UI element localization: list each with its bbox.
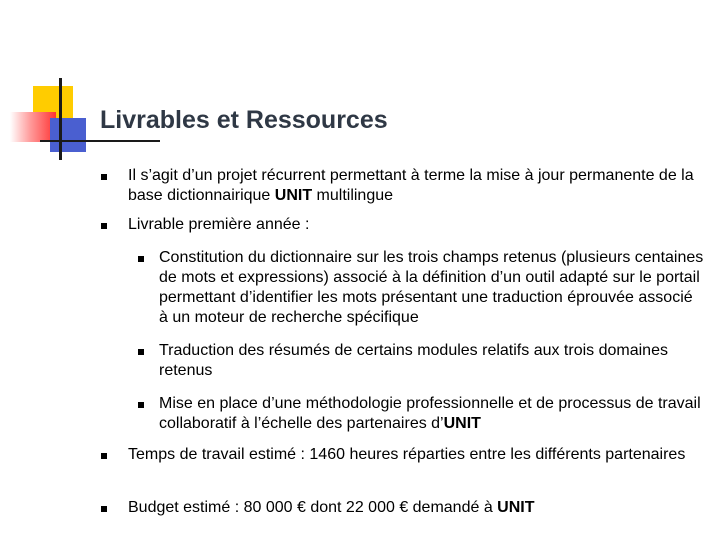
bullet-square-icon xyxy=(101,453,107,459)
bullet-square-icon xyxy=(101,223,107,229)
list-item: Il s’agit d’un projet récurrent permettant à terme la mise à jour permanente de la base dictionnairique UNIT multilingue xyxy=(128,167,694,204)
list-item: Livrable première année : xyxy=(128,216,310,233)
decor-horizontal-line xyxy=(40,140,160,142)
sub-list-item: Traduction des résumés de certains modules relatifs aux trois domaines retenus xyxy=(159,342,668,379)
sub-list-item: Constitution du dictionnaire sur les trois champs retenus (plusieurs centaines de mots et expressions) associé à la définition d’un outil adapté sur le portail permettant d’identifier les mots présentant une traduction éprouvée associé à un moteur de recherche spécifique xyxy=(159,249,704,326)
bullet-square-icon xyxy=(138,256,144,262)
slide-title: Livrables et Ressources xyxy=(100,106,388,134)
sub-list-item: Mise en place d’une méthodologie professionnelle et de processus de travail collaboratif à l’échelle des partenaires d’UNIT xyxy=(159,395,701,432)
bullet-square-icon xyxy=(138,349,144,355)
bullet-square-icon xyxy=(101,506,107,512)
bullet-square-icon xyxy=(101,174,107,180)
bullet-square-icon xyxy=(138,402,144,408)
decor-blue-square xyxy=(50,118,86,152)
decor-vertical-line xyxy=(59,78,62,160)
list-item: Temps de travail estimé : 1460 heures réparties entre les différents partenaires xyxy=(128,446,686,463)
list-item: Budget estimé : 80 000 € dont 22 000 € demandé à UNIT xyxy=(128,499,535,516)
